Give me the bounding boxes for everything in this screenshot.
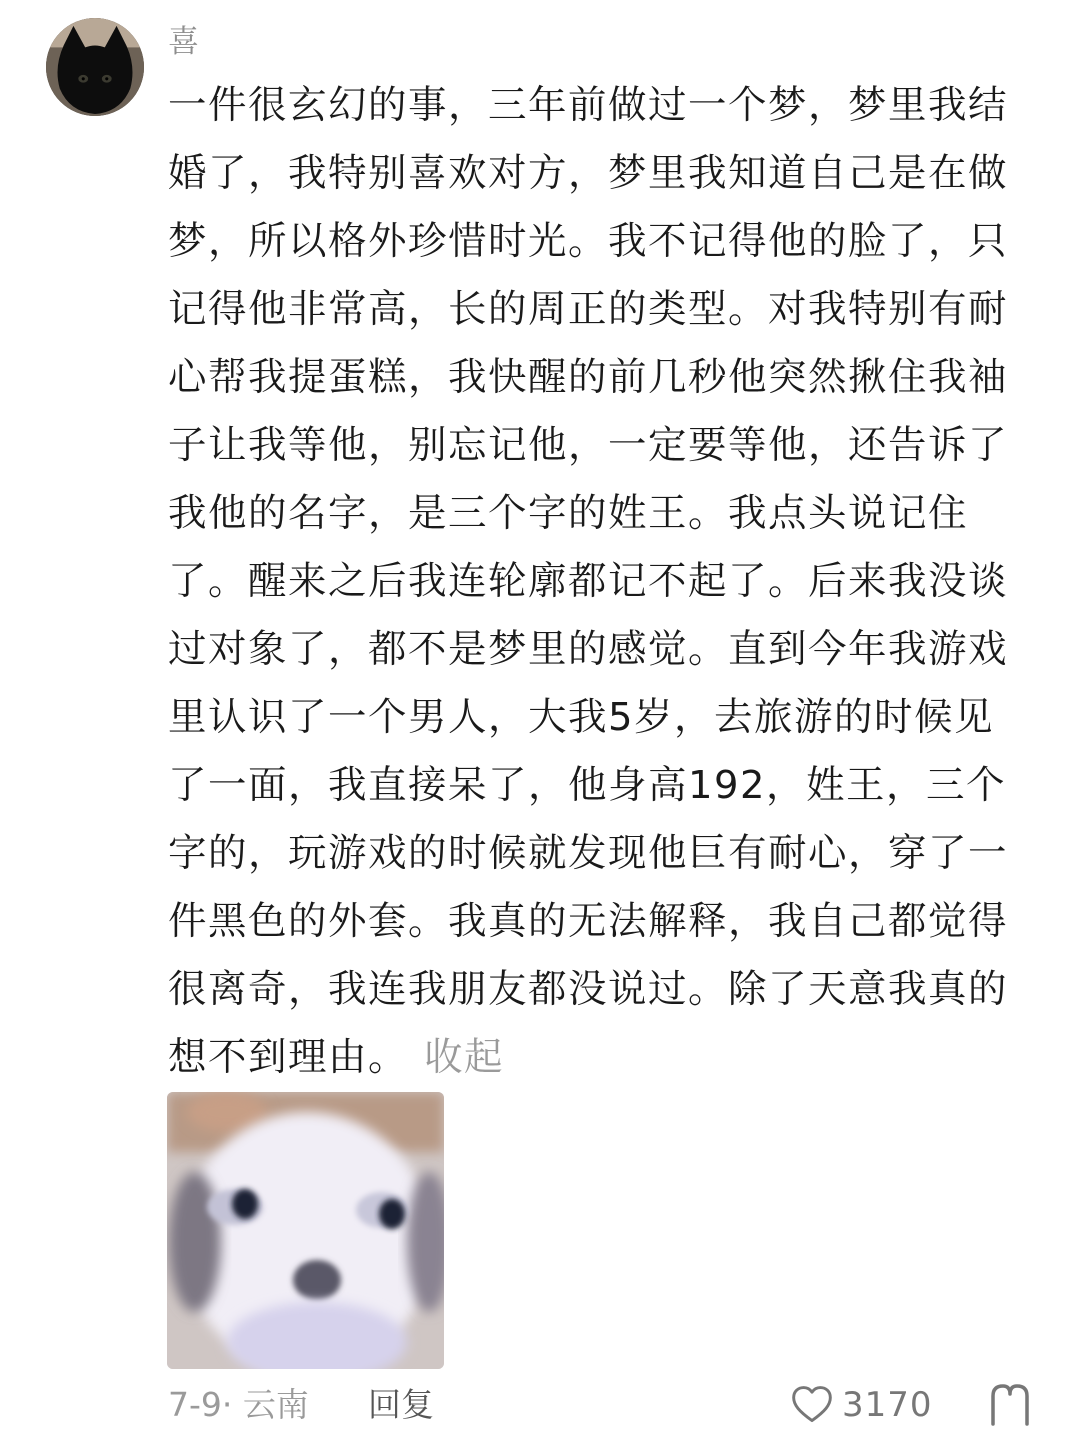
comment-text bbox=[168, 72, 1028, 1092]
comment-date-location: 7-9· 云南 bbox=[168, 1385, 309, 1424]
reply-button[interactable]: 回复 bbox=[368, 1385, 434, 1424]
black-cat-avatar-icon bbox=[46, 18, 144, 116]
dislike-button[interactable] bbox=[985, 1380, 1035, 1430]
comment-image[interactable] bbox=[167, 1092, 444, 1369]
white-puppy-photo-icon bbox=[167, 1092, 444, 1369]
like-count: 3170 bbox=[842, 1385, 933, 1425]
like-button[interactable] bbox=[790, 1380, 933, 1430]
avatar[interactable] bbox=[46, 18, 144, 116]
heart-icon bbox=[790, 1383, 834, 1427]
dislike-icon bbox=[985, 1380, 1035, 1430]
collapse-link[interactable]: 收起 bbox=[424, 1035, 505, 1080]
comment-body: 一件很玄幻的事，三年前做过一个梦，梦里我结婚了，我特别喜欢对方，梦里我知道自己是在做梦，所以格外珍惜时光。我不记得他的脸了，只记得他非常高，长的周正的类型。对我特别有耐心帮我提蛋糕，我快醒的前几秒他突然揪住我袖子让我等他，别忘记他，一定要等他，还告诉了我他的名字，是三个字的姓王。我点头说记住了。醒来之后我连轮廓都记不起了。后来我没谈过对象了，都不是梦里的感觉。直到今年我游戏里认识了一个男人，大我5岁，去旅游的时候见了一面，我直接呆了，他身高192，姓王，三个字的，玩游戏的时候就发现他巨有耐心，穿了一件黑色的外套。我真的无法解释，我自己都觉得很离奇，我连我朋友都没说过。除了天意我真的想不到理由。 bbox=[168, 83, 1009, 1080]
username[interactable]: 喜 bbox=[168, 24, 199, 60]
